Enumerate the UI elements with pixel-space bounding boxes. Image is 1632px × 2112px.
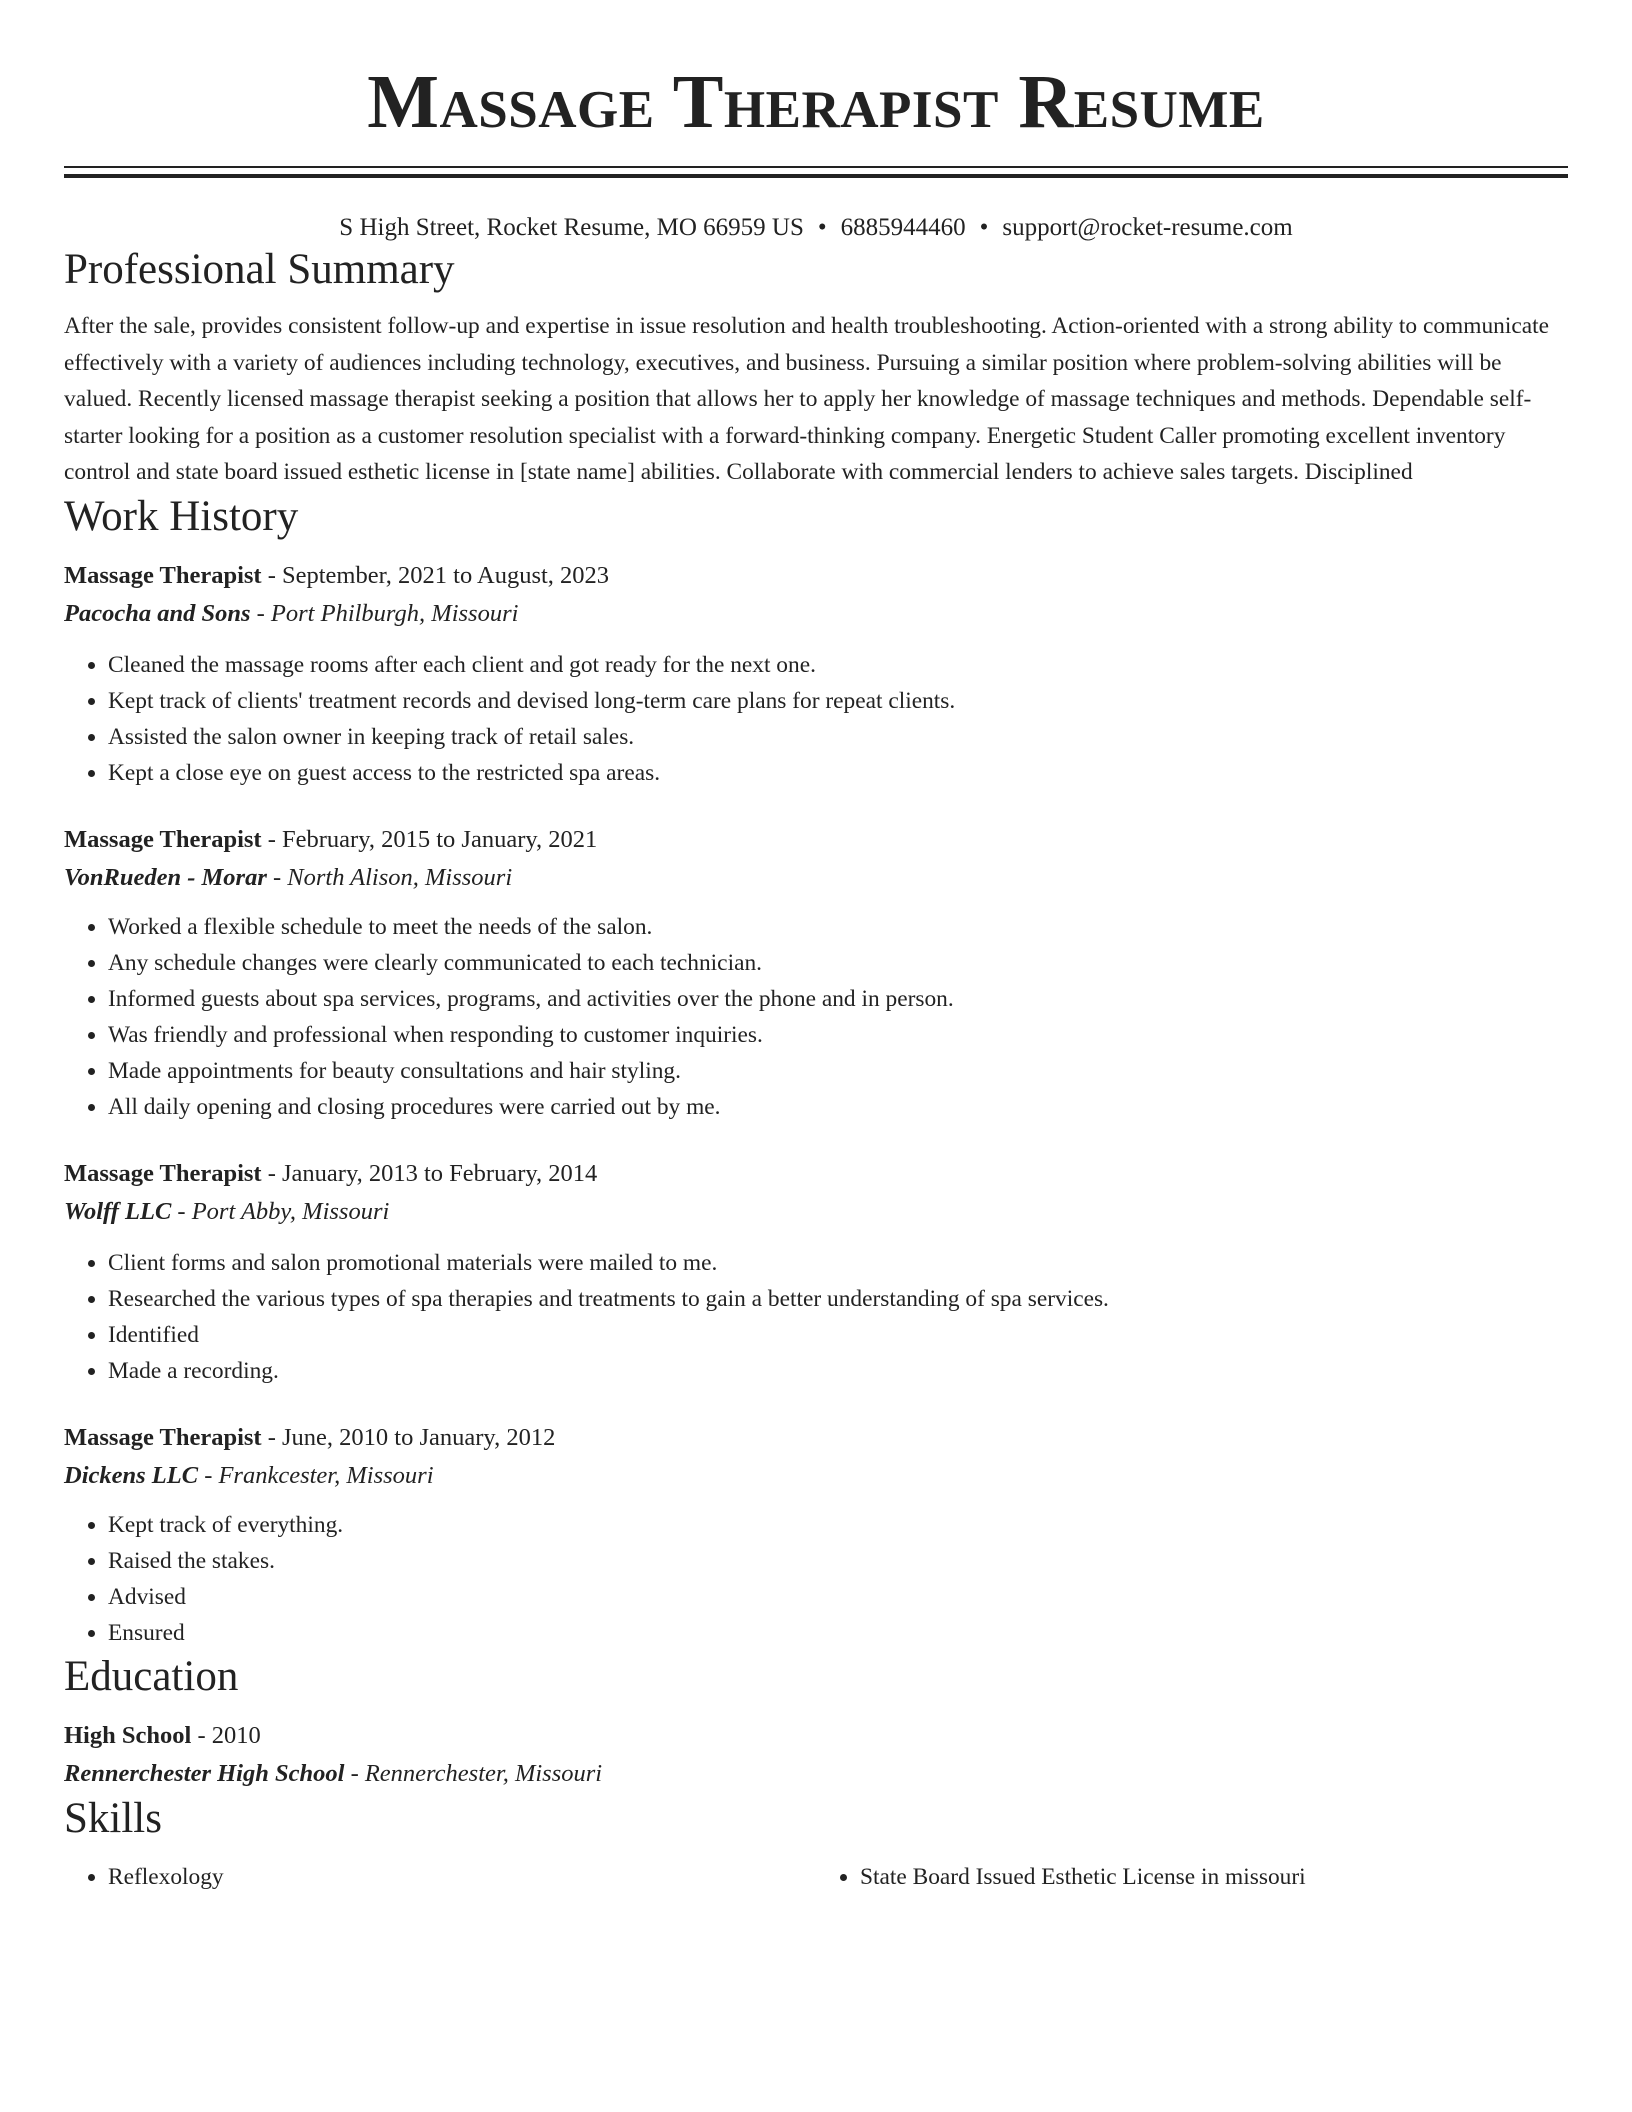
- list-item: • Cleaned the massage rooms after each client and got ready for the next one.: [108, 647, 1568, 683]
- summary-text: After the sale, provides consistent follow-up and expertise in issue resolution and health troubleshooting. Action-oriented with a strong ability to communicate effectively with a variety of audiences including technology, executives, and business. Pursuing a similar position where problem-solving abilities will be valued. Recently licensed massage therapist seeking a position that allows her to apply her knowledge of massage techniques and methods. Dependable self-starter looking for a position as a customer resolution specialist with a forward-thinking company. Energetic Student Caller promoting excellent inventory control and state board issued esthetic license in [state name] abilities. Collaborate with commercial lenders to achieve sales targets. Disciplined: [64, 313, 1549, 486]
- job-title-line: [64, 557, 1568, 595]
- job-company-line: [64, 1193, 1568, 1231]
- list-item: • Researched the various types of spa therapies and treatments to gain a better understanding of spa services.: [108, 1281, 1568, 1317]
- job-location: - Port Philburgh, Missouri: [250, 599, 519, 627]
- job-company: Dickens LLC: [64, 1461, 199, 1489]
- job-company: Pacocha and Sons: [64, 599, 251, 627]
- title-divider: [64, 166, 1568, 178]
- list-item: • Informed guests about spa services, programs, and activities over the phone and in person.: [108, 981, 1568, 1017]
- list-item: • Ensured: [108, 1615, 1568, 1651]
- list-item: • Made appointments for beauty consultations and hair styling.: [108, 1053, 1568, 1089]
- list-item: • Worked a flexible schedule to meet the needs of the salon.: [108, 909, 1568, 945]
- job-company-line: [64, 595, 1568, 633]
- list-item: • Advised: [108, 1579, 1568, 1615]
- work-history-heading: Work History: [64, 492, 299, 540]
- contact-address: S High Street, Rocket Resume, MO 66959 US: [339, 214, 804, 241]
- education-degree-line: [64, 1717, 1568, 1755]
- skill-item: • State Board Issued Esthetic License in missouri: [860, 1859, 1568, 1895]
- page-title: Massage Therapist Resume: [367, 60, 1265, 144]
- education-school: Rennerchester High School: [64, 1759, 345, 1787]
- job-company: Wolff LLC: [64, 1197, 172, 1225]
- job-company-line: [64, 1457, 1568, 1495]
- job-bullets: [64, 1507, 1568, 1651]
- job-title-line: [64, 1419, 1568, 1457]
- job-dates: - September, 2021 to August, 2023: [261, 561, 610, 589]
- job-location: - North Alison, Missouri: [266, 863, 513, 891]
- job-entry: [64, 821, 1568, 1125]
- list-item: • Any schedule changes were clearly communicated to each technician.: [108, 945, 1568, 981]
- education-year: - 2010: [191, 1721, 261, 1749]
- job-title: Massage Therapist: [64, 1423, 262, 1451]
- education-degree: High School: [64, 1721, 192, 1749]
- job-company: VonRueden - Morar: [64, 863, 267, 891]
- skills-column-right: [816, 1859, 1568, 1895]
- list-item: • Kept track of everything.: [108, 1507, 1568, 1543]
- job-entry: [64, 1155, 1568, 1389]
- job-entry: [64, 557, 1568, 791]
- list-item: • Was friendly and professional when responding to customer inquiries.: [108, 1017, 1568, 1053]
- list-item: • All daily opening and closing procedures were carried out by me.: [108, 1089, 1568, 1125]
- job-location: - Port Abby, Missouri: [171, 1197, 390, 1225]
- job-title-line: [64, 1155, 1568, 1193]
- job-entry: [64, 1419, 1568, 1651]
- list-item: • Raised the stakes.: [108, 1543, 1568, 1579]
- education-entry: [64, 1717, 1568, 1793]
- skills-list: [64, 1859, 1568, 1895]
- job-title: Massage Therapist: [64, 825, 262, 853]
- job-location: - Frankcester, Missouri: [198, 1461, 434, 1489]
- job-dates: - January, 2013 to February, 2014: [261, 1159, 598, 1187]
- list-item: • Client forms and salon promotional materials were mailed to me.: [108, 1245, 1568, 1281]
- list-item: • Kept track of clients' treatment records and devised long-term care plans for repeat clients.: [108, 683, 1568, 719]
- job-dates: - February, 2015 to January, 2021: [261, 825, 598, 853]
- education-location: - Rennerchester, Missouri: [344, 1759, 603, 1787]
- skills-heading: Skills: [64, 1794, 162, 1842]
- skills-column-left: [64, 1859, 816, 1895]
- job-bullets: [64, 1245, 1568, 1389]
- contact-separator: •: [817, 214, 827, 241]
- job-title-line: [64, 821, 1568, 859]
- job-title: Massage Therapist: [64, 1159, 262, 1187]
- education-school-line: [64, 1755, 1568, 1793]
- contact-line: [64, 212, 1568, 244]
- job-dates: - June, 2010 to January, 2012: [261, 1423, 556, 1451]
- list-item: • Made a recording.: [108, 1353, 1568, 1389]
- summary-heading: Professional Summary: [64, 246, 455, 293]
- contact-separator: •: [979, 214, 989, 241]
- list-item: • Assisted the salon owner in keeping track of retail sales.: [108, 719, 1568, 755]
- contact-phone: 6885944460: [840, 214, 966, 241]
- job-title: Massage Therapist: [64, 561, 262, 589]
- list-item: • Identified: [108, 1317, 1568, 1353]
- job-company-line: [64, 859, 1568, 897]
- contact-email: support@rocket-resume.com: [1002, 214, 1293, 241]
- education-heading: Education: [64, 1652, 239, 1700]
- skill-item: • Reflexology: [108, 1859, 816, 1895]
- job-bullets: [64, 647, 1568, 791]
- job-bullets: [64, 909, 1568, 1125]
- list-item: • Kept a close eye on guest access to the restricted spa areas.: [108, 755, 1568, 791]
